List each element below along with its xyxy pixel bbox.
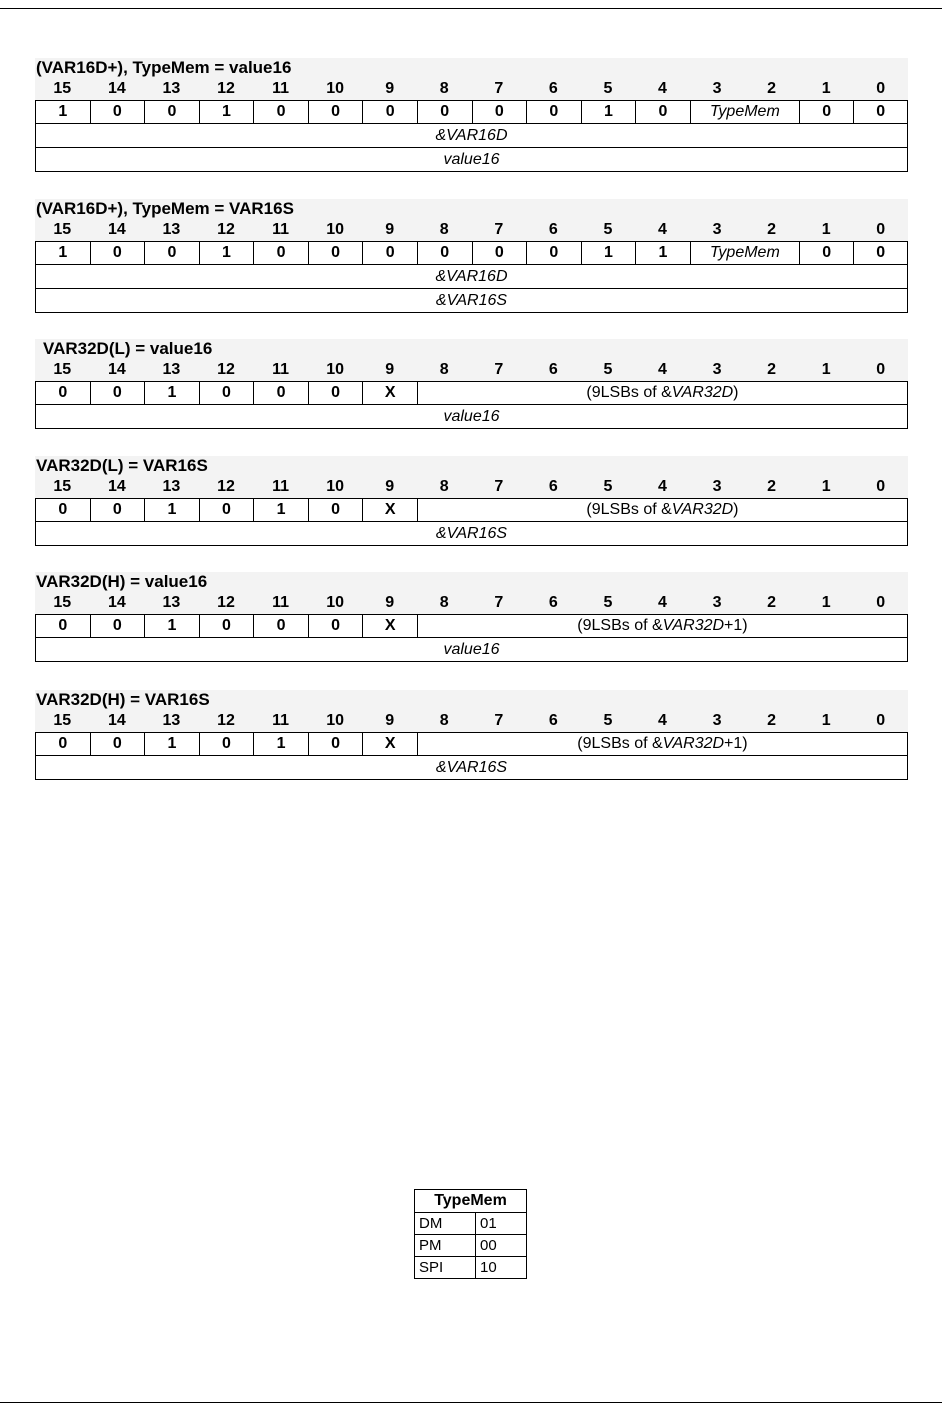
bit-number: 12 (217, 478, 235, 495)
field-var: VAR32D (671, 384, 734, 401)
top-rule (0, 8, 942, 9)
typemem-name: PM (415, 1235, 476, 1257)
bit-cell: X (362, 498, 417, 521)
bit-number: 3 (712, 221, 722, 238)
bit-cell: 0 (853, 100, 908, 123)
bit-cell: 1 (199, 241, 254, 264)
bit-number: 3 (712, 594, 722, 611)
bit-cell: 0 (144, 100, 199, 123)
field-prefix: (9LSBs of & (577, 735, 663, 752)
bit-cell: 0 (308, 498, 363, 521)
bit-number: 10 (326, 594, 344, 611)
bit-number: 7 (494, 80, 504, 97)
bit-cell: 1 (199, 100, 254, 123)
bit-cell: 0 (253, 381, 308, 404)
operand-line: &VAR16D (35, 123, 908, 148)
bit-cell: 0 (35, 381, 90, 404)
bit-cell: 0 (308, 614, 363, 637)
block-title: (VAR16D+), TypeMem = VAR16S (36, 199, 294, 218)
field-var: VAR32D (671, 501, 734, 518)
bit-number: 14 (107, 361, 126, 378)
encoding-block-4 (35, 456, 908, 546)
bit-number: 5 (603, 80, 613, 97)
bit-number: 0 (876, 712, 886, 729)
bit-cell: 0 (362, 100, 417, 123)
field-prefix: (9LSBs of & (586, 384, 672, 401)
bit-number: 1 (821, 80, 831, 97)
bit-cell: X (362, 732, 417, 755)
bit-cell: X (362, 381, 417, 404)
block-title: (VAR16D+), TypeMem = value16 (36, 58, 292, 77)
bit-number: 15 (53, 80, 72, 97)
bit-number: 8 (439, 361, 449, 378)
operand-line: &VAR16S (35, 289, 908, 313)
bit-cell: 1 (35, 241, 90, 264)
bit-number: 0 (876, 80, 886, 97)
bit-number: 6 (548, 478, 558, 495)
bit-number: 12 (217, 712, 235, 729)
bit-number: 6 (548, 594, 558, 611)
address-field (417, 498, 908, 521)
bit-cell: 0 (253, 241, 308, 264)
bit-number: 3 (712, 80, 722, 97)
bit-number: 6 (548, 361, 558, 378)
typemem-field: TypeMem (690, 241, 799, 264)
bit-cell: 1 (144, 498, 199, 521)
bit-cell: 0 (253, 100, 308, 123)
bit-cell: 0 (526, 100, 581, 123)
table-row (415, 1213, 527, 1235)
bit-cell: 1 (144, 732, 199, 755)
bit-number: 6 (548, 80, 558, 97)
bit-cell: 1 (144, 381, 199, 404)
bit-number: 10 (326, 80, 344, 97)
bit-number: 11 (272, 361, 289, 378)
bit-number: 15 (53, 594, 72, 611)
bit-cell: 0 (35, 732, 90, 755)
field-var: VAR32D (662, 735, 725, 752)
bit-number: 8 (439, 80, 449, 97)
bit-number: 14 (107, 221, 126, 238)
bit-number: 4 (658, 712, 667, 729)
bit-cell: 0 (199, 381, 254, 404)
opcode-row (35, 241, 908, 264)
bit-cell: 0 (308, 381, 363, 404)
opcode-row (35, 614, 908, 637)
bit-number: 14 (107, 712, 126, 729)
bit-cell: X (362, 614, 417, 637)
typemem-field: TypeMem (690, 100, 799, 123)
bit-number: 10 (326, 712, 344, 729)
opcode-row (35, 100, 908, 123)
bit-number: 13 (162, 594, 181, 611)
bit-number: 4 (658, 221, 667, 238)
bit-number: 9 (385, 361, 395, 378)
bit-number: 8 (439, 221, 449, 238)
bit-cell: 0 (90, 381, 145, 404)
bit-cell: 0 (90, 614, 145, 637)
encoding-block-1 (35, 58, 908, 172)
bit-cell: 0 (199, 732, 254, 755)
bit-number: 5 (603, 221, 613, 238)
bit-number: 9 (385, 80, 395, 97)
operand-line: value16 (35, 637, 908, 662)
bit-number: 1 (821, 712, 831, 729)
bit-number: 11 (272, 594, 289, 611)
bit-number: 9 (385, 478, 395, 495)
bit-cell: 0 (144, 241, 199, 264)
bit-number: 5 (603, 478, 613, 495)
bit-number: 7 (494, 712, 504, 729)
bit-number: 7 (494, 221, 504, 238)
typemem-name: SPI (415, 1257, 476, 1279)
encoding-block-2 (35, 199, 908, 313)
operand-line: value16 (35, 404, 908, 429)
field-suffix: ) (733, 384, 739, 401)
table-row (415, 1235, 527, 1257)
bit-number: 12 (217, 80, 235, 97)
bit-number: 12 (217, 221, 235, 238)
typemem-code: 01 (476, 1213, 527, 1235)
bit-number: 2 (767, 712, 777, 729)
bit-number: 13 (162, 712, 181, 729)
bit-number-row (35, 78, 908, 100)
bit-number-row (35, 359, 908, 381)
bit-number: 10 (326, 221, 344, 238)
field-suffix: +1) (724, 735, 748, 752)
bit-number: 11 (272, 221, 289, 238)
address-field (417, 614, 908, 637)
encoding-block-3 (35, 339, 908, 429)
bit-cell: 0 (635, 100, 690, 123)
bit-number: 2 (767, 80, 777, 97)
bit-number-row (35, 710, 908, 732)
bit-cell: 1 (144, 614, 199, 637)
bit-number: 0 (876, 361, 886, 378)
bit-number: 13 (162, 478, 181, 495)
block-title: VAR32D(H) = value16 (36, 572, 208, 591)
bit-number: 15 (53, 221, 72, 238)
bit-cell: 0 (799, 100, 854, 123)
field-suffix: +1) (724, 617, 748, 634)
bit-cell: 0 (526, 241, 581, 264)
bit-cell: 0 (362, 241, 417, 264)
bit-cell: 0 (308, 732, 363, 755)
bit-number: 11 (272, 712, 289, 729)
bit-number: 13 (162, 221, 181, 238)
bit-cell: 0 (472, 241, 527, 264)
opcode-row (35, 498, 908, 521)
bit-number: 11 (272, 478, 289, 495)
bit-number: 14 (107, 80, 126, 97)
bit-number: 11 (272, 80, 289, 97)
bit-number: 1 (821, 221, 831, 238)
bit-number: 0 (876, 221, 886, 238)
bit-number: 15 (53, 361, 72, 378)
bit-number: 5 (603, 361, 613, 378)
address-field (417, 732, 908, 755)
bit-number: 0 (876, 478, 886, 495)
bit-cell: 1 (635, 241, 690, 264)
bit-number: 10 (326, 361, 344, 378)
bit-number: 12 (217, 361, 235, 378)
block-title: VAR32D(L) = VAR16S (36, 456, 208, 475)
field-prefix: (9LSBs of & (586, 501, 672, 518)
field-var: VAR32D (662, 617, 725, 634)
typemem-code: 00 (476, 1235, 527, 1257)
bit-cell: 0 (35, 614, 90, 637)
bit-number: 15 (53, 478, 72, 495)
bit-number-row (35, 219, 908, 241)
typemem-code: 10 (476, 1257, 527, 1279)
bit-cell: 0 (308, 100, 363, 123)
operand-line: &VAR16D (35, 264, 908, 289)
block-title: VAR32D(L) = value16 (43, 339, 213, 358)
bit-number: 5 (603, 594, 613, 611)
bit-number: 2 (767, 478, 777, 495)
bit-number: 6 (548, 712, 558, 729)
field-prefix: (9LSBs of & (577, 617, 663, 634)
bit-cell: 0 (799, 241, 854, 264)
bit-number: 14 (107, 478, 126, 495)
bit-cell: 0 (417, 241, 472, 264)
bit-number: 9 (385, 594, 395, 611)
bit-number: 13 (162, 80, 181, 97)
table-row (415, 1257, 527, 1279)
bit-number: 4 (658, 361, 667, 378)
bit-cell: 0 (472, 100, 527, 123)
bit-number: 4 (658, 80, 667, 97)
address-field (417, 381, 908, 404)
bit-number: 7 (494, 478, 504, 495)
bit-number: 1 (821, 594, 831, 611)
bit-number: 4 (658, 478, 667, 495)
typemem-table (414, 1189, 527, 1279)
bit-cell: 1 (35, 100, 90, 123)
bit-cell: 0 (253, 614, 308, 637)
bottom-rule (0, 1402, 942, 1403)
bit-number: 1 (821, 478, 831, 495)
bit-cell: 0 (199, 614, 254, 637)
opcode-row (35, 732, 908, 755)
bit-cell: 0 (90, 498, 145, 521)
bit-number-row (35, 476, 908, 498)
bit-number: 3 (712, 361, 722, 378)
bit-cell: 0 (90, 100, 145, 123)
bit-cell: 0 (417, 100, 472, 123)
encoding-block-5 (35, 572, 908, 662)
bit-number: 9 (385, 712, 395, 729)
bit-number: 10 (326, 478, 344, 495)
bit-cell: 1 (581, 100, 636, 123)
block-title: VAR32D(H) = VAR16S (36, 690, 210, 709)
bit-cell: 0 (35, 498, 90, 521)
bit-cell: 0 (199, 498, 254, 521)
encoding-block-6 (35, 690, 908, 780)
bit-cell: 1 (253, 732, 308, 755)
bit-number: 13 (162, 361, 181, 378)
bit-number: 15 (53, 712, 72, 729)
bit-number: 9 (385, 221, 395, 238)
bit-number: 2 (767, 221, 777, 238)
bit-cell: 0 (90, 241, 145, 264)
opcode-row (35, 381, 908, 404)
bit-number: 7 (494, 594, 504, 611)
bit-number: 4 (658, 594, 667, 611)
operand-line: &VAR16S (35, 755, 908, 780)
bit-number: 8 (439, 712, 449, 729)
typemem-name: DM (415, 1213, 476, 1235)
operand-line: value16 (35, 148, 908, 172)
bit-number: 14 (107, 594, 126, 611)
bit-cell: 0 (308, 241, 363, 264)
bit-number: 1 (821, 361, 831, 378)
field-suffix: ) (733, 501, 739, 518)
bit-number: 5 (603, 712, 613, 729)
bit-number-row (35, 592, 908, 614)
bit-number: 12 (217, 594, 235, 611)
bit-number: 8 (439, 594, 449, 611)
bit-cell: 0 (853, 241, 908, 264)
bit-number: 6 (548, 221, 558, 238)
bit-cell: 1 (253, 498, 308, 521)
bit-number: 3 (712, 712, 722, 729)
bit-number: 3 (712, 478, 722, 495)
bit-cell: 0 (90, 732, 145, 755)
bit-number: 7 (494, 361, 504, 378)
typemem-header: TypeMem (415, 1190, 527, 1213)
bit-number: 8 (439, 478, 449, 495)
bit-cell: 1 (581, 241, 636, 264)
bit-number: 2 (767, 594, 777, 611)
operand-line: &VAR16S (35, 521, 908, 546)
bit-number: 0 (876, 594, 886, 611)
bit-number: 2 (767, 361, 777, 378)
